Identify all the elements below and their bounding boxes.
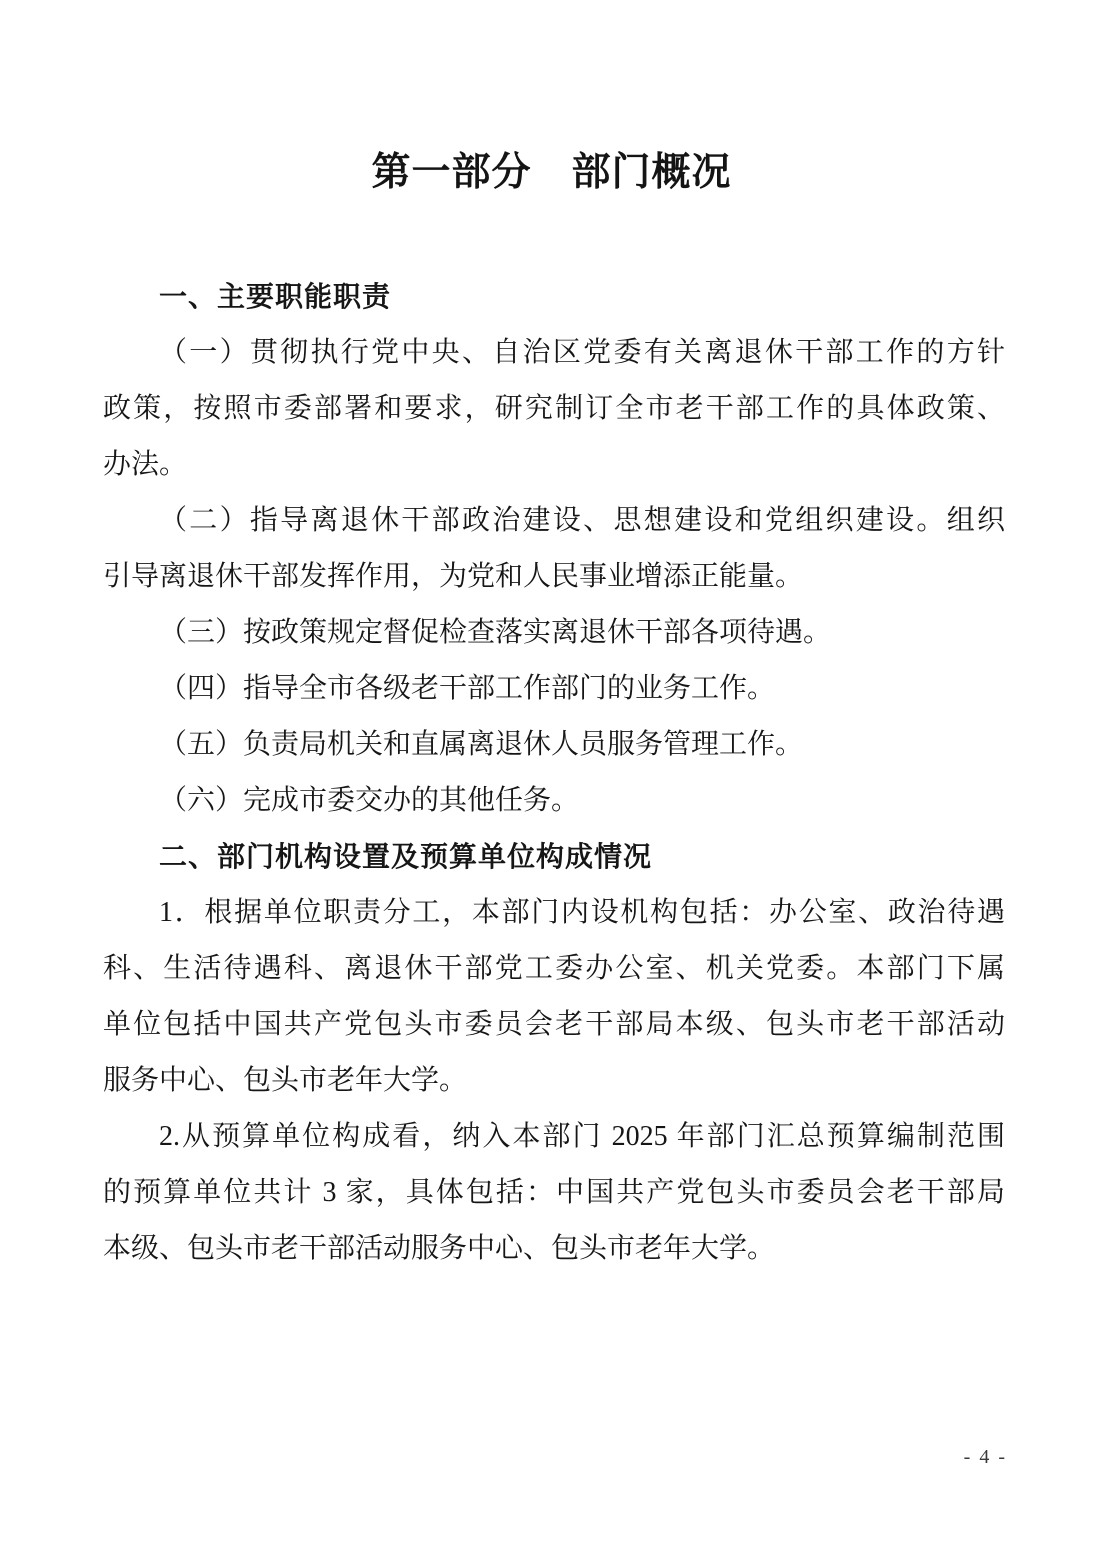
section-heading-1: 一、主要职能职责 [159, 281, 392, 312]
paragraph-line: （六）完成市委交办的其他任务。 [159, 785, 580, 816]
section-heading-2: 二、部门机构设置及预算单位构成情况 [159, 841, 653, 872]
paragraph-line: （五）负责局机关和直属离退休人员服务管理工作。 [159, 729, 804, 760]
paragraph-line: 引导离退休干部发挥作用，为党和人民事业增添正能量。 [103, 561, 804, 592]
paragraph-line: （一）贯彻执行党中央、自治区党委有关离退休干部工作的方针 [159, 337, 1005, 368]
paragraph-line: 政策，按照市委部署和要求，研究制订全市老干部工作的具体政策、 [103, 393, 1005, 424]
paragraph-line: 的预算单位共计 3 家，具体包括：中国共产党包头市委员会老干部局 [103, 1177, 1005, 1208]
paragraph-line: 服务中心、包头市老年大学。 [103, 1065, 468, 1096]
paragraph-line: 2.从预算单位构成看，纳入本部门 2025 年部门汇总预算编制范围 [159, 1121, 1005, 1152]
page-number: - 4 - [963, 1446, 1007, 1468]
paragraph-line: 本级、包头市老干部活动服务中心、包头市老年大学。 [103, 1233, 776, 1264]
paragraph-line: 1．根据单位职责分工，本部门内设机构包括：办公室、政治待遇 [159, 897, 1005, 928]
paragraph-line: 单位包括中国共产党包头市委员会老干部局本级、包头市老干部活动 [103, 1009, 1005, 1040]
document-body [103, 269, 1005, 1277]
document-title: 第一部分 部门概况 [371, 151, 732, 194]
paragraph-line: （四）指导全市各级老干部工作部门的业务工作。 [159, 673, 776, 704]
paragraph-line: 科、生活待遇科、离退休干部党工委办公室、机关党委。本部门下属 [103, 953, 1005, 984]
paragraph-line: （二）指导离退休干部政治建设、思想建设和党组织建设。组织 [159, 505, 1005, 536]
paragraph-line: （三）按政策规定督促检查落实离退休干部各项待遇。 [159, 617, 832, 648]
paragraph-line: 办法。 [103, 449, 188, 480]
